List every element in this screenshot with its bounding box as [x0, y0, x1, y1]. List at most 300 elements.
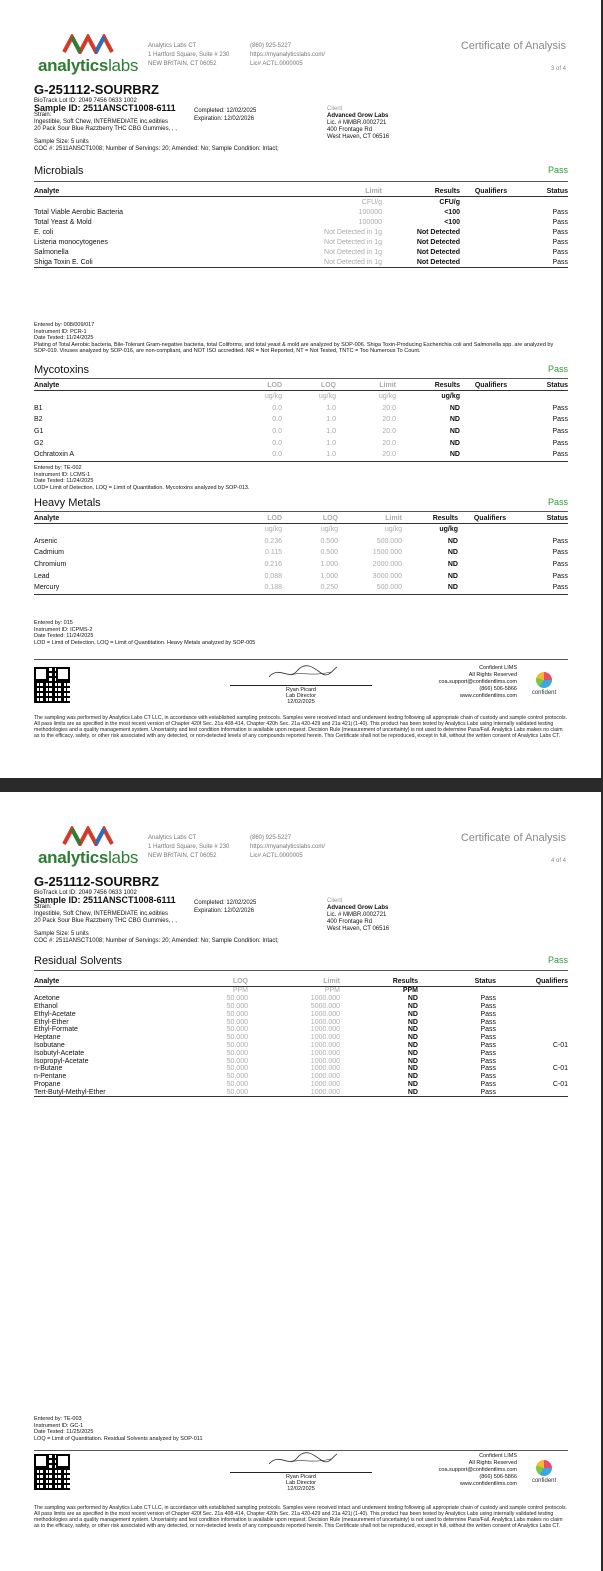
lims-url[interactable]: www.confidentlims.com: [459, 693, 517, 699]
unit-cell: [522, 524, 568, 536]
table-cell: Pass: [480, 995, 496, 1003]
column-header: Status: [522, 187, 568, 197]
table-row: [34, 570, 568, 582]
lab-license: Lic# ACTL.0000005: [250, 853, 303, 859]
biotrack-lot: BioTrack Lot ID: 2049 7456 0633 1002: [34, 890, 137, 896]
table-cell: [496, 1003, 568, 1011]
unit-cell: [496, 987, 568, 995]
table-cell: Pass: [552, 549, 568, 557]
coa-page-4: [0, 792, 601, 1571]
table-cell: [460, 227, 522, 237]
signer-title: Lab Director: [286, 1480, 316, 1486]
table-cell: [460, 247, 522, 257]
table-row: [34, 995, 568, 1003]
lab-address1: 1 Hartford Square, Suite # 230: [148, 52, 230, 58]
lab-phone: (860) 925-5227: [250, 835, 292, 841]
lab-url[interactable]: https://myanalyticslabs.com/: [250, 52, 326, 58]
column-header: Qualifiers: [460, 187, 522, 197]
table-cell: [460, 437, 522, 449]
note-line: Entered by: TE-002: [34, 465, 82, 471]
biotrack-lot: BioTrack Lot ID: 2049 7456 0633 1002: [34, 98, 137, 104]
product-id: G-251112-SOURBRZ: [34, 82, 159, 97]
analytics-labs-logo: analyticslabs: [38, 34, 138, 78]
table-cell: 0.0: [250, 449, 282, 461]
table-cell: 0.0: [272, 428, 282, 436]
heavy-metals-section: [34, 497, 568, 597]
sign-date: 12/02/2025: [287, 1486, 315, 1492]
table-cell: B2: [34, 416, 43, 424]
note-line: Instrument ID: LCMS-1: [34, 471, 91, 478]
mycotoxins-table: [34, 381, 568, 462]
table-cell: 1000.000: [310, 1073, 340, 1081]
table-cell: Pass: [552, 537, 568, 545]
column-header: LOD: [250, 381, 282, 391]
table-cell: 50.000: [226, 995, 248, 1003]
table-cell: [458, 570, 522, 582]
lims-name: Confident LIMS: [479, 1453, 517, 1459]
strain: Strain:: [34, 112, 52, 118]
unit-cell: [34, 391, 250, 403]
lab-info: [148, 42, 229, 69]
unit-cell: ug/kg: [318, 393, 336, 401]
table-cell: 1000.000: [310, 1049, 340, 1057]
heavy-metals-notes: [34, 620, 568, 646]
table-cell: [460, 414, 522, 426]
unit-cell: [34, 987, 214, 995]
table-row: [34, 536, 568, 548]
section-status: Pass: [547, 364, 568, 374]
table-cell: 1000.000: [310, 1034, 340, 1042]
table-cell: Ethanol: [34, 1002, 58, 1010]
table-cell: Pass: [552, 428, 568, 436]
page-header: [0, 792, 601, 872]
table-row: [34, 1073, 568, 1081]
client-name: Advanced Grow Labs: [327, 113, 389, 119]
table-row: [34, 403, 568, 415]
table-cell: Pass: [522, 449, 568, 461]
table-cell: 20.0: [382, 439, 396, 447]
column-header: Results: [402, 514, 458, 524]
unit-cell: CFU/g: [361, 198, 382, 206]
table-cell: ND: [447, 561, 458, 569]
lims-info: [420, 1453, 517, 1488]
lab-license: Lic# ACTL.0000005: [250, 61, 303, 67]
units-row: [34, 197, 568, 208]
table-cell: <100: [444, 208, 460, 216]
confident-logo-icon: [536, 672, 552, 688]
unit-cell: ug/kg: [384, 526, 402, 534]
table-cell: ND: [402, 582, 458, 594]
table-cell: Ochratoxin A: [34, 449, 250, 461]
table-row: [34, 1049, 568, 1057]
page-header: [0, 0, 601, 80]
client-license: Lic. # MMBR.0002721: [327, 120, 387, 126]
sign-date: 12/02/2025: [287, 699, 315, 705]
table-cell: 50.000: [226, 1080, 248, 1088]
table-row: [34, 257, 568, 268]
table-cell: 50.000: [226, 1073, 248, 1081]
table-cell: Isobutyl-Acetate: [34, 1049, 85, 1057]
coa-title: Certificate of Analysis: [460, 40, 566, 52]
note-line: LOD= Limit of Detection, LOQ = Limit of Quantitation. Mycotoxins analyzed by SOP-013.: [34, 484, 250, 491]
column-header: Qualifiers: [460, 381, 522, 391]
column-header: LOD: [242, 514, 282, 524]
coa-title: Certificate of Analysis: [460, 832, 566, 844]
table-cell: Pass: [480, 1026, 496, 1034]
lab-contact: [250, 834, 325, 861]
client-address1: 400 Frontage Rd: [327, 919, 373, 925]
table-cell: E. coli: [34, 228, 54, 236]
client-license: Lic. # MMBR.0002721: [327, 912, 387, 918]
unit-cell: PPM: [324, 987, 340, 995]
table-cell: ND: [407, 1057, 418, 1065]
table-row: [34, 1034, 568, 1042]
table-cell: Pass: [552, 404, 568, 412]
table-cell: [496, 1010, 568, 1018]
signature-block: [230, 1450, 372, 1492]
table-cell: ND: [407, 995, 418, 1003]
product-name: 20 Pack Sour Blue Razzberry THC CBG Gummies, , ,: [34, 126, 177, 132]
table-cell: Pass: [552, 439, 568, 447]
table-cell: Not Detected in 1g: [324, 228, 382, 236]
residual-solvents-section: [34, 955, 568, 1105]
table-cell: ND: [449, 439, 460, 447]
table-cell: 50.000: [226, 1049, 248, 1057]
table-cell: Arsenic: [34, 537, 58, 545]
table-cell: 50.000: [226, 1002, 248, 1010]
table-cell: 0.500: [320, 549, 338, 557]
table-cell: 50.000: [226, 1041, 248, 1049]
table-row: [34, 217, 568, 227]
table-row: [34, 1088, 568, 1096]
qr-code[interactable]: [34, 1454, 70, 1490]
table-cell: 50.000: [226, 1057, 248, 1065]
qr-code[interactable]: [34, 667, 70, 703]
client-info: [327, 106, 389, 141]
table-row: [34, 1003, 568, 1011]
lims-phone: (866) 506-5866: [479, 686, 517, 692]
table-cell: n-Butane: [34, 1065, 63, 1073]
lab-address2: NEW BRITAIN, CT 06052: [148, 853, 217, 859]
column-header: LOQ: [282, 381, 336, 391]
table-cell: ND: [449, 404, 460, 412]
table-cell: 1000.000: [310, 1010, 340, 1018]
lims-rights: All Rights Reserved: [468, 672, 517, 678]
client-address1: 400 Frontage Rd: [327, 127, 373, 133]
table-cell: Not Detected in 1g: [324, 238, 382, 246]
table-cell: Pass: [552, 218, 568, 226]
unit-cell: ug/kg: [264, 393, 282, 401]
table-cell: 1000.000: [310, 1057, 340, 1065]
table-cell: [496, 1088, 568, 1096]
table-cell: Pass: [418, 1088, 496, 1096]
table-cell: Ethyl-Formate: [34, 1026, 78, 1034]
table-cell: [496, 1026, 568, 1034]
coc: COC #: 2511ANSCT1008; Number of Servings: 20; Amended: No; Sample Condition: Intact;: [34, 938, 279, 944]
table-cell: Ethyl-Ether: [34, 1018, 69, 1026]
table-cell: Pass: [522, 257, 568, 268]
lims-name: Confident LIMS: [479, 665, 517, 671]
section-status: Pass: [547, 165, 568, 175]
microbials-table: [34, 187, 568, 268]
table-cell: [458, 582, 522, 594]
table-cell: Cadmium: [34, 549, 64, 557]
table-cell: Pass: [552, 561, 568, 569]
section-rule: [34, 378, 568, 379]
footer-rule: [34, 659, 568, 660]
table-cell: [496, 1073, 568, 1081]
table-cell: ND: [407, 1080, 418, 1088]
unit-cell: ug/kg: [378, 393, 396, 401]
table-cell: 50.000: [226, 1065, 248, 1073]
unit-cell: ug/kg: [320, 526, 338, 534]
confident-logo-icon: [536, 1460, 552, 1476]
table-cell: Pass: [480, 1065, 496, 1073]
disclaimer: The sampling was performed by Analytics Labs CT LLC, in accordance with established sampling protocols. Samples were received intact and underwent testing following all appropriate chain of custody and sample control protocols. All pass limits are as specified in the most recent version of Chapter 420f Sec. 21a 408-414, Chapter 420h Sec. 21a 420-429 and 21a 421j (1-40). This product has been tested by Analytics Labs using internally validated testing methodologies and a quality management system. Uncertainty and test condition information is available upon request. Decision Rule (measurement of uncertainty) is not used to determine Pass/Fail. Analytics Labs makes no claim as to the efficacy, safety, or other risk associated with any detected, or non-detected levels of any compounds reported herein. This Certificate shall not be reproduced, except in full, without the written consent of Analytics Labs CT.: [34, 1505, 568, 1529]
unit-cell: [460, 197, 522, 208]
table-cell: 2000.000: [372, 561, 402, 569]
signature-block: [230, 663, 372, 705]
section-rule: [34, 181, 568, 182]
table-cell: 20.0: [382, 404, 396, 412]
table-cell: Pass: [552, 572, 568, 580]
unit-cell: PPM: [402, 987, 418, 995]
table-cell: Pass: [480, 1049, 496, 1057]
table-cell: ND: [407, 1018, 418, 1026]
table-cell: Heptane: [34, 1034, 61, 1042]
client-address2: West Haven, CT 06516: [327, 134, 390, 140]
note-line: Date Tested: 11/24/2025: [34, 633, 94, 639]
table-cell: [460, 449, 522, 461]
table-cell: Acetone: [34, 995, 60, 1003]
table-cell: Pass: [480, 1010, 496, 1018]
table-cell: 1.0: [326, 404, 336, 412]
note-line: Date Tested: 11/25/2025: [34, 1429, 94, 1435]
signature-image: [261, 1450, 341, 1470]
column-header: Limit: [274, 187, 382, 197]
table-cell: ND: [407, 1049, 418, 1057]
table-cell: [496, 995, 568, 1003]
units-row: [34, 524, 568, 536]
table-cell: Mercury: [34, 582, 242, 594]
table-row: [34, 1010, 568, 1018]
column-header: Limit: [338, 514, 402, 524]
table-cell: ND: [447, 537, 458, 545]
table-cell: [458, 559, 522, 571]
column-header: Limit: [248, 977, 340, 987]
table-row: [34, 414, 568, 426]
sample-dates: [194, 107, 256, 123]
section-title: Mycotoxins: [34, 364, 90, 376]
table-cell: n-Pentane: [34, 1073, 67, 1081]
table-cell: Pass: [552, 238, 568, 246]
table-cell: Isobutane: [34, 1041, 65, 1049]
disclaimer: The sampling was performed by Analytics Labs CT LLC, in accordance with established sampling protocols. Samples were received intact and underwent testing following all appropriate chain of custody and sample control protocols. All pass limits are as specified in the most recent version of Chapter 420f Sec. 21a 408-414, Chapter 420h Sec. 21a 420-429 and 21a 421j (1-40). This product has been tested by Analytics Labs using internally validated testing methodologies and a quality management system. Uncertainty and test condition information is available upon request. Decision Rule (measurement of uncertainty) is not used to determine Pass/Fail. Analytics Labs makes no claim as to the efficacy, safety, or other risk associated with any detected, or non-detected levels of any compounds reported herein. This Certificate shall not be reproduced, except in full, without the written consent of Analytics Labs CT.: [34, 715, 568, 739]
table-cell: G2: [34, 439, 44, 447]
section-status: Pass: [547, 497, 568, 507]
table-row: [34, 1042, 568, 1050]
microbials-notes: [34, 322, 568, 355]
table-cell: 5000.000: [310, 1002, 340, 1010]
note-line: Date Tested: 11/24/2025: [34, 478, 94, 484]
lab-url[interactable]: https://myanalyticslabs.com/: [250, 844, 326, 850]
strain: Strain:: [34, 904, 52, 910]
client-label: Client: [327, 898, 343, 904]
lims-email[interactable]: coa.support@confidentlims.com: [438, 679, 517, 685]
lab-info: [148, 834, 229, 861]
lims-rights: All Rights Reserved: [468, 1460, 517, 1466]
unit-cell: [34, 197, 274, 208]
table-cell: Tert-Butyl-Methyl-Ether: [34, 1088, 214, 1096]
signer-title: Lab Director: [286, 693, 316, 699]
table-cell: [458, 536, 522, 548]
table-row: [34, 247, 568, 257]
table-cell: Pass: [480, 1057, 496, 1065]
client-address2: West Haven, CT 06516: [327, 926, 390, 932]
table-cell: 500.000: [376, 537, 402, 545]
table-cell: ND: [407, 1065, 418, 1073]
table-cell: Total Viable Aerobic Bacteria: [34, 208, 123, 216]
table-cell: 50.000: [226, 1026, 248, 1034]
table-cell: 100000: [358, 218, 382, 226]
table-row: [34, 547, 568, 559]
table-cell: C-01: [552, 1065, 568, 1073]
table-cell: [460, 237, 522, 247]
unit-cell: [34, 524, 242, 536]
table-cell: 0.216: [264, 561, 282, 569]
table-row: [34, 1026, 568, 1034]
table-cell: ND: [396, 449, 460, 461]
note-line: Instrument ID: GC-1: [34, 1422, 84, 1429]
table-cell: Listeria monocytogenes: [34, 238, 108, 246]
table-cell: [496, 1034, 568, 1042]
table-cell: 0.0: [272, 416, 282, 424]
table-cell: Pass: [480, 1002, 496, 1010]
section-title: Heavy Metals: [34, 497, 101, 509]
lims-email[interactable]: coa.support@confidentlims.com: [438, 1467, 517, 1473]
unit-cell: ug/kg: [441, 393, 460, 401]
table-cell: Not Detected: [416, 248, 460, 256]
page-number: 3 of 4: [550, 66, 566, 72]
unit-cell: ug/kg: [439, 526, 458, 534]
table-cell: 1000.000: [310, 1018, 340, 1026]
lab-address2: NEW BRITAIN, CT 06052: [148, 61, 217, 67]
table-cell: 1000.000: [310, 1041, 340, 1049]
column-header: Status: [522, 514, 568, 524]
table-cell: Not Detected: [416, 228, 460, 236]
signer-name: Ryan Picard: [230, 685, 372, 693]
column-header: Analyte: [34, 977, 214, 987]
table-cell: Salmonella: [34, 248, 69, 256]
heavy-metals-table: [34, 514, 568, 595]
table-cell: [460, 403, 522, 415]
table-row: [34, 449, 568, 461]
lab-name: Analytics Labs CT: [148, 835, 197, 841]
table-cell: Ethyl-Acetate: [34, 1010, 76, 1018]
sample-meta: [34, 890, 334, 945]
column-header: Qualifiers: [496, 977, 568, 987]
section-title: Microbials: [34, 165, 84, 177]
lab-name: Analytics Labs CT: [148, 43, 197, 49]
table-row: [34, 559, 568, 571]
residual-solvents-notes: [34, 1416, 568, 1442]
column-header: LOQ: [282, 514, 338, 524]
product-id: G-251112-SOURBRZ: [34, 874, 159, 889]
table-row: [34, 582, 568, 594]
table-cell: 50.000: [214, 1088, 248, 1096]
table-row: [34, 1081, 568, 1089]
coc: COC #: 2511ANSCT1008; Number of Servings: 20; Amended: No; Sample Condition: Intact;: [34, 146, 279, 152]
table-row: [34, 426, 568, 438]
table-cell: 1.0: [326, 439, 336, 447]
table-cell: Lead: [34, 572, 50, 580]
column-header: LOQ: [214, 977, 248, 987]
table-row: [34, 207, 568, 217]
table-cell: 1500.000: [372, 549, 402, 557]
table-cell: Propane: [34, 1080, 61, 1088]
units-row: [34, 987, 568, 995]
analytics-labs-logo: analyticslabs: [38, 826, 138, 870]
table-cell: Pass: [522, 582, 568, 594]
unit-cell: [460, 391, 522, 403]
table-cell: G1: [34, 428, 44, 436]
table-cell: 50.000: [226, 1034, 248, 1042]
section-status: Pass: [547, 955, 568, 965]
coa-page-3: [0, 0, 601, 778]
table-cell: [458, 547, 522, 559]
table-cell: Pass: [480, 1080, 496, 1088]
table-row: [34, 437, 568, 449]
completed-date: Completed: 12/02/2025: [194, 900, 257, 906]
table-cell: 0.500: [320, 537, 338, 545]
column-header: Limit: [336, 381, 396, 391]
expiration-date: Expiration: 12/02/2026: [194, 908, 255, 914]
table-cell: ND: [407, 1010, 418, 1018]
table-cell: 0.0: [272, 404, 282, 412]
table-cell: 1.000: [320, 572, 338, 580]
table-cell: ND: [340, 1088, 418, 1096]
note-line: LOD = Limit of Detection, LOQ = Limit of Quantitation. Heavy Metals analyzed by SOP-005: [34, 639, 256, 646]
table-cell: 20.0: [382, 416, 396, 424]
sample-size: Sample Size: 5 units: [34, 931, 89, 937]
table-cell: ND: [407, 1073, 418, 1081]
residual-solvents-table: [34, 977, 568, 1097]
table-cell: Pass: [480, 1041, 496, 1049]
table-cell: 1000.000: [310, 1065, 340, 1073]
table-cell: [460, 426, 522, 438]
table-cell: Not Detected in 1g: [274, 257, 382, 268]
table-cell: C-01: [552, 1041, 568, 1049]
unit-cell: PPM: [232, 987, 248, 995]
table-row: [34, 1057, 568, 1065]
table-cell: 0.0: [272, 439, 282, 447]
mycotoxins-notes: [34, 465, 568, 491]
column-header: Results: [340, 977, 418, 987]
lims-url[interactable]: www.confidentlims.com: [459, 1481, 517, 1487]
table-cell: [460, 257, 522, 268]
table-cell: Pass: [552, 208, 568, 216]
product-type: Ingestible, Soft Chew, INTERMEDIATE inc.edibles: [34, 119, 168, 125]
note-line: Instrument ID: ICPMS-2: [34, 626, 93, 633]
sample-dates: [194, 899, 256, 915]
table-cell: 0.236: [264, 537, 282, 545]
note-line: Entered by: 015: [34, 620, 73, 626]
table-row: [34, 227, 568, 237]
lims-phone: (866) 506-5866: [479, 1474, 517, 1480]
table-cell: [496, 1057, 568, 1065]
units-row: [34, 391, 568, 403]
table-cell: Pass: [552, 416, 568, 424]
